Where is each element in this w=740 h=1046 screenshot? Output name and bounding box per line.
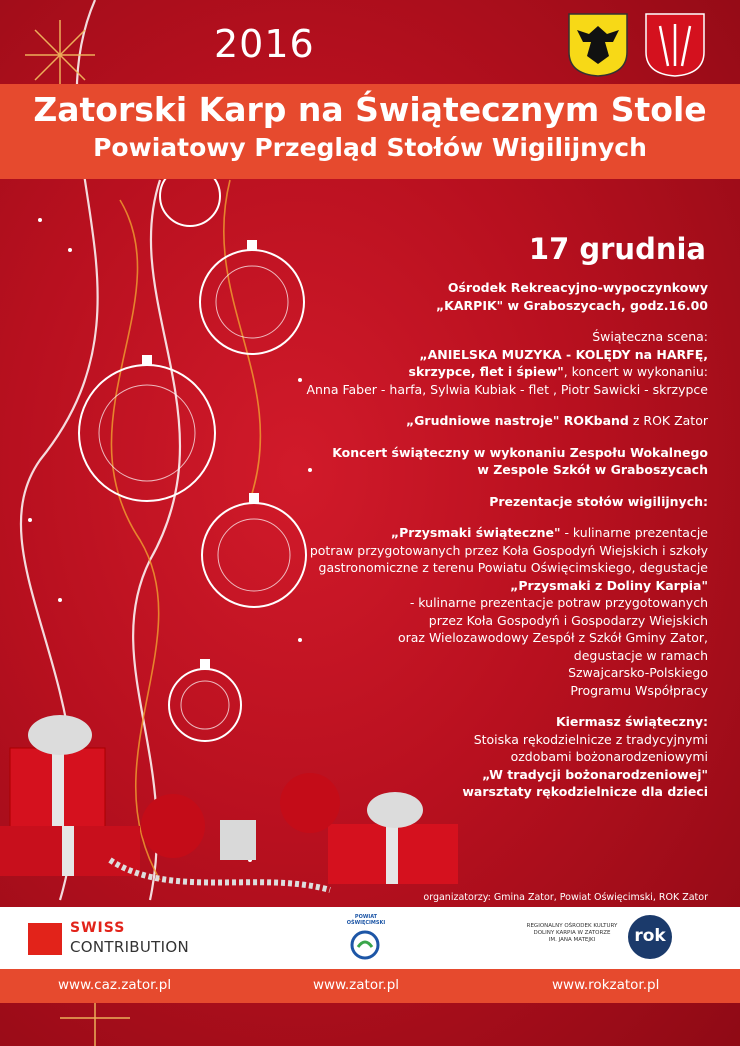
venue-line2: „KARPIK" w Graboszycach, godz.16.00 (435, 297, 708, 313)
url-caz-link[interactable]: www.caz.zator.pl (58, 977, 172, 993)
rok-line3: IM. JANA MATEJKI (548, 937, 596, 943)
concert-line1: Koncert świąteczny w wykonaniu Zespołu Wokalnego (332, 444, 708, 460)
scene-title-a: „ANIELSKA MUZYKA - KOLĘDY na HARFĘ, (419, 346, 708, 362)
przysmaki2-line6: Programu Współpracy (570, 682, 708, 698)
venue (238, 279, 708, 314)
przysmaki2-line4: degustacje w ramach (573, 647, 708, 663)
przysmaki1-line3: gastronomiczne z terenu Powiatu Oświęcimskiego, degustacje (318, 560, 708, 575)
powiat-logo-line2: OŚWIĘCIMSKI (346, 920, 386, 926)
przysmaki1-rest: - kulinarne prezentacje (560, 525, 708, 540)
url-rokzator-link[interactable]: www.rokzator.pl (552, 977, 660, 993)
concert (238, 444, 708, 479)
rok-logo-icon (628, 915, 672, 959)
scene-intro: Świąteczna scena: (592, 329, 708, 344)
title-subtitle: Powiatowy Przegląd Stołów Wigilijnych (93, 133, 647, 162)
title-main: Zatorski Karp na Świątecznym Stole (33, 90, 707, 129)
przysmaki2-line1: - kulinarne prezentacje potraw przygotowanych (409, 595, 708, 610)
url-zator-link[interactable]: www.zator.pl (313, 977, 400, 993)
rokband-title: „Grudniowe nastroje" ROKband (405, 413, 629, 428)
rokband (238, 412, 708, 430)
program-text (238, 279, 708, 815)
przysmaki1-title: „Przysmaki świąteczne" (390, 525, 561, 540)
sponsor-logo-band (0, 907, 740, 969)
scene-title-b: skrzypce, flet i śpiew" (408, 364, 564, 379)
kiermasz-line2: ozdobami bożonarodzeniowymi (510, 749, 708, 764)
rok-logo-text (520, 923, 624, 944)
przysmaki2-line5: Szwajcarsko-Polskiego (568, 665, 708, 680)
rokband-rest: z ROK Zator (628, 413, 708, 428)
kiermasz-heading: Kiermasz świąteczny: (555, 714, 708, 729)
rok-line2: DOLINY KARPIA W ZATORZE (533, 930, 611, 936)
powiat-coat-of-arms-icon (644, 12, 706, 78)
swiss-logo-line1: SWISS (70, 920, 126, 936)
rok-line1: REGIONALNY OŚRODEK KULTURY (526, 923, 618, 929)
przysmaki1-line2: potraw przygotowanych przez Koła Gospodyń Wiejskich i szkoły (309, 542, 708, 558)
year-label: 2016 (214, 22, 315, 66)
powiat-logo (342, 915, 388, 961)
concert-line2: w Zespole Szkół w Graboszycach (477, 462, 708, 477)
kiermasz-line3: „W tradycji bożonarodzeniowej" (482, 766, 708, 782)
rok-mark: rok (634, 926, 666, 946)
scene (238, 328, 708, 398)
przysmaki2-line2: przez Koła Gospodyń i Gospodarzy Wiejskich (428, 612, 708, 628)
powiat-logo-line1: POWIAT (354, 914, 378, 920)
scene-title-c: , koncert w wykonaniu: (563, 364, 708, 379)
kiermasz (238, 713, 708, 801)
tables-heading-text: Prezentacje stołów wigilijnych: (489, 493, 708, 509)
scene-performers: Anna Faber - harfa, Sylwia Kubiak - flet , Piotr Sawicki - skrzypce (306, 381, 708, 397)
tables-heading (238, 493, 708, 511)
powiat-mark-icon (342, 915, 388, 961)
organizers-note: organizatorzy: Gmina Zator, Powiat Oświęcimski, ROK Zator (423, 892, 708, 903)
przysmaki2-line3: oraz Wielozawodowy Zespół z Szkół Gminy Zator, (397, 630, 708, 645)
kiermasz-line4: warsztaty rękodzielnicze dla dzieci (462, 784, 708, 799)
przysmaki (238, 524, 708, 699)
kiermasz-line1: Stoiska rękodzielnicze z tradycyjnymi (473, 731, 708, 747)
swiss-logo-line2: CONTRIBUTION (70, 938, 189, 956)
venue-line1: Ośrodek Rekreacyjno-wypoczynkowy (447, 280, 708, 295)
swiss-square-icon (28, 923, 62, 955)
event-date: 17 grudnia (528, 232, 706, 266)
przysmaki2-title: „Przysmaki z Doliny Karpia" (510, 577, 708, 593)
zator-coat-of-arms-icon (567, 12, 629, 78)
